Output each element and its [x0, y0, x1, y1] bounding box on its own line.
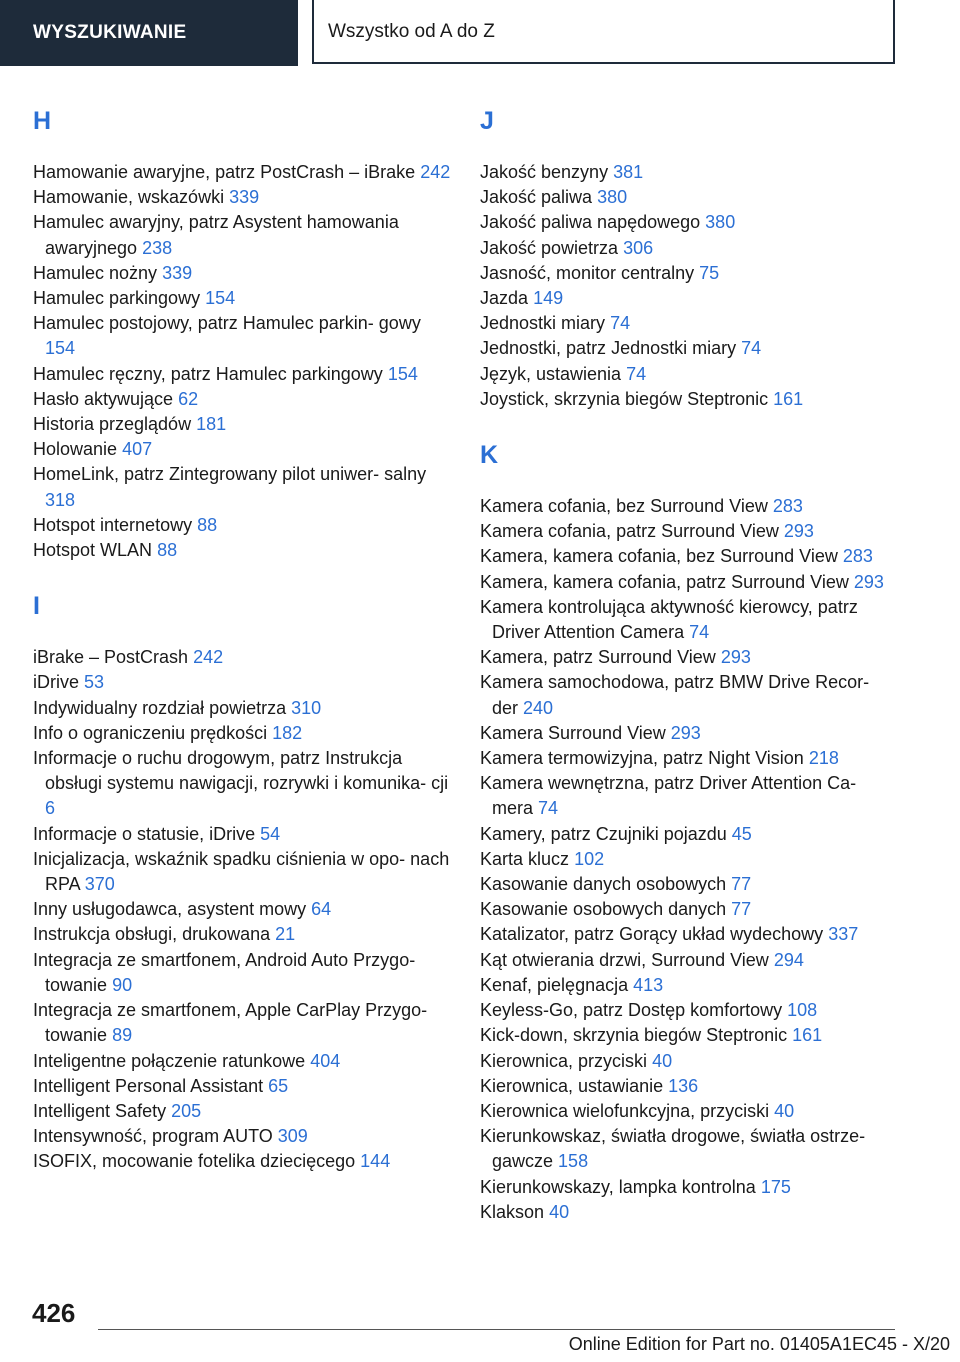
- index-entry: [33, 160, 453, 185]
- index-entry-text: Kasowanie osobowych danych: [480, 899, 727, 920]
- index-entry-text: Informacje o statusie, iDrive: [33, 823, 256, 844]
- page-reference-link[interactable]: 182: [272, 722, 303, 743]
- index-entry: [480, 670, 900, 720]
- index-column-right: [480, 100, 900, 1225]
- page-reference-link[interactable]: 283: [772, 496, 803, 517]
- index-entry: [33, 721, 453, 746]
- index-entry: [480, 236, 900, 261]
- page-reference-link[interactable]: 74: [610, 313, 631, 334]
- index-entry-text: Kierunkowskazy, lampka kontrolna: [480, 1176, 756, 1197]
- section-spacer: [480, 412, 900, 434]
- index-letter-heading: J: [480, 107, 494, 135]
- index-entry: [480, 362, 900, 387]
- index-entry-text: Intensywność, program AUTO: [33, 1126, 273, 1147]
- edition-note: Online Edition for Part no. 01405A1EC45 - X/20: [568, 1334, 950, 1354]
- page-header: [0, 0, 960, 66]
- index-entry: [480, 948, 900, 973]
- index-entry: [33, 1149, 453, 1174]
- page-reference-link[interactable]: 242: [193, 647, 224, 668]
- index-entry: [480, 998, 900, 1023]
- footer-divider: [98, 1329, 895, 1330]
- index-entry: [33, 362, 453, 387]
- index-entry-text: Hamowanie, wskazówki: [33, 187, 225, 208]
- index-entry-text: Kamera cofania, patrz Surround View: [480, 521, 779, 542]
- index-entry-text: Kenaf, pielęgnacja: [480, 974, 629, 995]
- page-reference-link[interactable]: 413: [633, 974, 664, 995]
- page-reference-link[interactable]: 65: [268, 1075, 289, 1096]
- index-entry: [480, 746, 900, 771]
- page-reference-link[interactable]: 90: [112, 974, 133, 995]
- page-reference-link[interactable]: 64: [311, 899, 332, 920]
- index-entry-text: Keyless-Go, patrz Dostęp komfortowy: [480, 1000, 783, 1021]
- index-entry-text: Integracja ze smartfonem, Android Auto Przygo- towanie: [33, 949, 416, 995]
- index-entry-text: Kamera Surround View: [480, 722, 666, 743]
- index-entry-text: Hamulec ręczny, patrz Hamulec parkingowy: [33, 363, 383, 384]
- index-entry-text: Kamery, patrz Czujniki pojazdu: [480, 823, 727, 844]
- index-entry-text: Kamera cofania, bez Surround View: [480, 496, 768, 517]
- index-entry: [33, 696, 453, 721]
- page-reference-link[interactable]: 53: [84, 672, 105, 693]
- index-entry-text: Inicjalizacja, wskaźnik spadku ciśnienia w opo- nach RPA: [33, 848, 450, 895]
- page-reference-link[interactable]: 175: [760, 1176, 791, 1197]
- chapter-tab[interactable]: Wszystko od A do Z: [312, 0, 895, 64]
- index-entry: [33, 746, 453, 822]
- page-reference-link[interactable]: 154: [205, 288, 236, 309]
- index-entry: [33, 645, 453, 670]
- page-reference-link[interactable]: 318: [45, 489, 76, 510]
- index-entry: [33, 513, 453, 538]
- index-entry: [480, 595, 900, 645]
- index-entry-text: Jednostki miary: [480, 313, 606, 334]
- page-reference-link[interactable]: 158: [558, 1151, 589, 1172]
- index-entry: [33, 948, 453, 998]
- index-entry: [480, 570, 900, 595]
- index-entry-text: Hotspot internetowy: [33, 514, 193, 535]
- index-entry-text: Kamera wewnętrzna, patrz Driver Attention Ca- mera: [480, 773, 857, 819]
- page-reference-link[interactable]: 380: [597, 187, 628, 208]
- index-entry-text: Kamera termowizyjna, patrz Night Vision: [480, 748, 804, 769]
- index-entry: [480, 872, 900, 897]
- page-reference-link[interactable]: 21: [275, 924, 296, 945]
- index-entry: [480, 1200, 900, 1225]
- page-reference-link[interactable]: 161: [792, 1025, 823, 1046]
- index-entry: [480, 387, 900, 412]
- index-entry: [33, 847, 453, 897]
- index-entry-text: Instrukcja obsługi, drukowana: [33, 924, 271, 945]
- page-reference-link[interactable]: 238: [142, 237, 173, 258]
- index-entry-text: Jasność, monitor centralny: [480, 262, 695, 283]
- index-entry-text: Inny usługodawca, asystent mowy: [33, 899, 307, 920]
- page-reference-link[interactable]: 218: [808, 748, 839, 769]
- page-reference-link[interactable]: 293: [720, 647, 751, 668]
- page-reference-link[interactable]: 293: [670, 722, 701, 743]
- index-entry: [480, 286, 900, 311]
- index-entry-text: Indywidualny rozdział powietrza: [33, 697, 287, 718]
- index-entry-text: Kierownica, ustawianie: [480, 1075, 664, 1096]
- index-entry-text: Historia przeglądów: [33, 414, 192, 435]
- index-entry: [480, 1023, 900, 1048]
- page-reference-link[interactable]: 74: [741, 338, 762, 359]
- index-entry-text: ISOFIX, mocowanie fotelika dziecięcego: [33, 1151, 356, 1172]
- index-entry: [480, 210, 900, 235]
- page-reference-link[interactable]: 77: [731, 899, 752, 920]
- index-entry-text: Kierownica, przyciski: [480, 1050, 648, 1071]
- index-entry-text: Hamulec nożny: [33, 262, 158, 283]
- page-reference-link[interactable]: 136: [668, 1075, 699, 1096]
- index-entry: [480, 847, 900, 872]
- index-entry-text: Kąt otwierania drzwi, Surround View: [480, 949, 769, 970]
- page-reference-link[interactable]: 370: [84, 874, 115, 895]
- page-reference-link[interactable]: 407: [122, 439, 153, 460]
- index-entry-text: Integracja ze smartfonem, Apple CarPlay Przygo- towanie: [33, 1000, 428, 1046]
- index-entry: [480, 1175, 900, 1200]
- index-entry: [480, 1074, 900, 1099]
- index-entry: [480, 822, 900, 847]
- page-reference-link[interactable]: 75: [699, 262, 720, 283]
- index-entry-text: Info o ograniczeniu prędkości: [33, 722, 268, 743]
- index-entry: [33, 462, 453, 512]
- index-entry: [480, 973, 900, 998]
- index-column-left: [33, 100, 453, 1175]
- page-reference-link[interactable]: 404: [310, 1050, 341, 1071]
- index-entry-text: Kierownica wielofunkcyjna, przyciski: [480, 1100, 770, 1121]
- index-entry-text: Jakość paliwa napędowego: [480, 212, 701, 233]
- index-entry: [33, 412, 453, 437]
- page-reference-link[interactable]: 74: [538, 798, 559, 819]
- index-entry: [33, 922, 453, 947]
- index-entry: [480, 1124, 900, 1174]
- index-entry-text: Kamera samochodowa, patrz BMW Drive Recor- der: [480, 672, 870, 718]
- page-reference-link[interactable]: 54: [260, 823, 281, 844]
- index-entry-text: Kierunkowskaz, światła drogowe, światła ostrze- gawcze: [480, 1126, 866, 1172]
- page-reference-link[interactable]: 293: [853, 571, 884, 592]
- section-spacer: [33, 563, 453, 585]
- page-number: 426: [32, 1298, 76, 1328]
- index-entry: [480, 160, 900, 185]
- index-entry-text: Jakość benzyny: [480, 162, 609, 182]
- index-entry-text: Kamera, kamera cofania, bez Surround View: [480, 546, 838, 567]
- index-entry: [33, 998, 453, 1048]
- index-entry-text: Hamulec postojowy, patrz Hamulec parkin- gowy: [33, 313, 421, 334]
- index-entry: [480, 185, 900, 210]
- page-reference-link[interactable]: 74: [626, 363, 647, 384]
- index-entry-text: Intelligent Safety: [33, 1100, 167, 1121]
- page-reference-link[interactable]: 380: [705, 212, 736, 233]
- page-reference-link[interactable]: 294: [773, 949, 804, 970]
- page-reference-link[interactable]: 240: [523, 697, 554, 718]
- index-entry: [33, 1124, 453, 1149]
- index-entry-text: iDrive: [33, 672, 80, 693]
- index-entry-text: Jakość paliwa: [480, 187, 593, 208]
- page-reference-link[interactable]: 293: [783, 521, 814, 542]
- page-reference-link[interactable]: 339: [229, 187, 260, 208]
- index-entry: [480, 519, 900, 544]
- index-letter-heading: I: [33, 592, 40, 621]
- index-entry: [33, 1074, 453, 1099]
- page-reference-link[interactable]: 88: [157, 540, 178, 561]
- page-reference-link[interactable]: 181: [196, 414, 227, 435]
- page-reference-link[interactable]: 242: [420, 162, 451, 182]
- index-entry: [33, 210, 453, 260]
- page-reference-link[interactable]: 102: [574, 848, 605, 869]
- page-reference-link[interactable]: 108: [787, 1000, 818, 1021]
- page-reference-link[interactable]: 154: [45, 338, 76, 359]
- index-entry-text: Hotspot WLAN: [33, 540, 153, 561]
- index-entry: [33, 822, 453, 847]
- page-reference-link[interactable]: 154: [387, 363, 418, 384]
- index-entry: [33, 437, 453, 462]
- index-entry: [33, 538, 453, 563]
- page-reference-link[interactable]: 40: [652, 1050, 673, 1071]
- index-entry: [33, 1049, 453, 1074]
- index-entry: [33, 387, 453, 412]
- index-entry: [480, 336, 900, 361]
- page-reference-link[interactable]: 309: [277, 1126, 308, 1147]
- index-entry: [480, 311, 900, 336]
- index-entry: [33, 311, 453, 361]
- index-entry-text: Hasło aktywujące: [33, 388, 174, 409]
- index-entry: [480, 897, 900, 922]
- index-entry-text: Katalizator, patrz Gorący układ wydechowy: [480, 924, 824, 945]
- index-entry: [33, 261, 453, 286]
- index-entry: [33, 185, 453, 210]
- index-entry: [33, 670, 453, 695]
- page-reference-link[interactable]: 144: [360, 1151, 391, 1172]
- index-entry-text: Jakość powietrza: [480, 237, 619, 258]
- page-reference-link[interactable]: 40: [774, 1100, 795, 1121]
- index-entry-text: Kasowanie danych osobowych: [480, 874, 727, 895]
- index-entry-text: Kamera kontrolująca aktywność kierowcy, patrz Driver Attention Camera: [480, 596, 858, 643]
- index-entry: [480, 1099, 900, 1124]
- index-entry: [480, 721, 900, 746]
- page-reference-link[interactable]: 74: [689, 622, 710, 643]
- index-entry-text: Holowanie: [33, 439, 118, 460]
- page-reference-link[interactable]: 89: [112, 1025, 133, 1046]
- index-entry: [33, 286, 453, 311]
- index-entry-text: Hamulec parkingowy: [33, 288, 201, 309]
- index-entry: [480, 922, 900, 947]
- index-entry-text: Kamera, patrz Surround View: [480, 647, 716, 668]
- page-reference-link[interactable]: 337: [828, 924, 859, 945]
- index-entry-text: Informacje o ruchu drogowym, patrz Instrukcja obsługi systemu nawigacji, rozrywki i komunika- cji: [33, 748, 449, 794]
- index-entry: [480, 544, 900, 569]
- index-entry-text: Język, ustawienia: [480, 363, 622, 384]
- page-reference-link[interactable]: 6: [45, 798, 56, 819]
- index-entry-text: Karta klucz: [480, 848, 570, 869]
- index-entry: [33, 1099, 453, 1124]
- index-entry-text: Intelligent Personal Assistant: [33, 1075, 264, 1096]
- page-reference-link[interactable]: 62: [178, 388, 199, 409]
- page-reference-link[interactable]: 310: [291, 697, 322, 718]
- page-reference-link[interactable]: 381: [613, 162, 644, 182]
- page-reference-link[interactable]: 45: [731, 823, 752, 844]
- index-entry-text: Jednostki, patrz Jednostki miary: [480, 338, 737, 359]
- index-letter-heading: K: [480, 441, 499, 470]
- index-entry: [480, 1049, 900, 1074]
- page-reference-link[interactable]: 161: [773, 388, 804, 409]
- index-entry: [480, 261, 900, 286]
- index-entry: [480, 645, 900, 670]
- index-entry-text: HomeLink, patrz Zintegrowany pilot uniwer- salny: [33, 464, 427, 485]
- page-reference-link[interactable]: 149: [533, 288, 564, 309]
- page-reference-link[interactable]: 88: [197, 514, 218, 535]
- index-entry-text: iBrake – PostCrash: [33, 647, 189, 668]
- page-reference-link[interactable]: 205: [171, 1100, 202, 1121]
- index-entry-text: Kick-down, skrzynia biegów Steptronic: [480, 1025, 788, 1046]
- index-entry-text: Hamulec awaryjny, patrz Asystent hamowania awaryjnego: [33, 212, 399, 258]
- index-letter-heading: H: [33, 107, 52, 135]
- index-entry-text: Hamowanie awaryjne, patrz PostCrash – iBrake: [33, 162, 416, 182]
- page-reference-link[interactable]: 306: [623, 237, 654, 258]
- index-entry: [33, 897, 453, 922]
- index-entry-text: Kamera, kamera cofania, patrz Surround View: [480, 571, 849, 592]
- page-reference-link[interactable]: 77: [731, 874, 752, 895]
- index-entry-text: Inteligentne połączenie ratunkowe: [33, 1050, 306, 1071]
- page-reference-link[interactable]: 40: [549, 1201, 570, 1222]
- section-tab[interactable]: WYSZUKIWANIE: [0, 0, 298, 66]
- index-entry-text: Jazda: [480, 288, 529, 309]
- index-entry: [480, 771, 900, 821]
- index-entry-text: Klakson: [480, 1201, 545, 1222]
- index-entry: [480, 494, 900, 519]
- index-entry-text: Joystick, skrzynia biegów Steptronic: [480, 388, 769, 409]
- page-reference-link[interactable]: 283: [842, 546, 873, 567]
- page-reference-link[interactable]: 339: [162, 262, 193, 283]
